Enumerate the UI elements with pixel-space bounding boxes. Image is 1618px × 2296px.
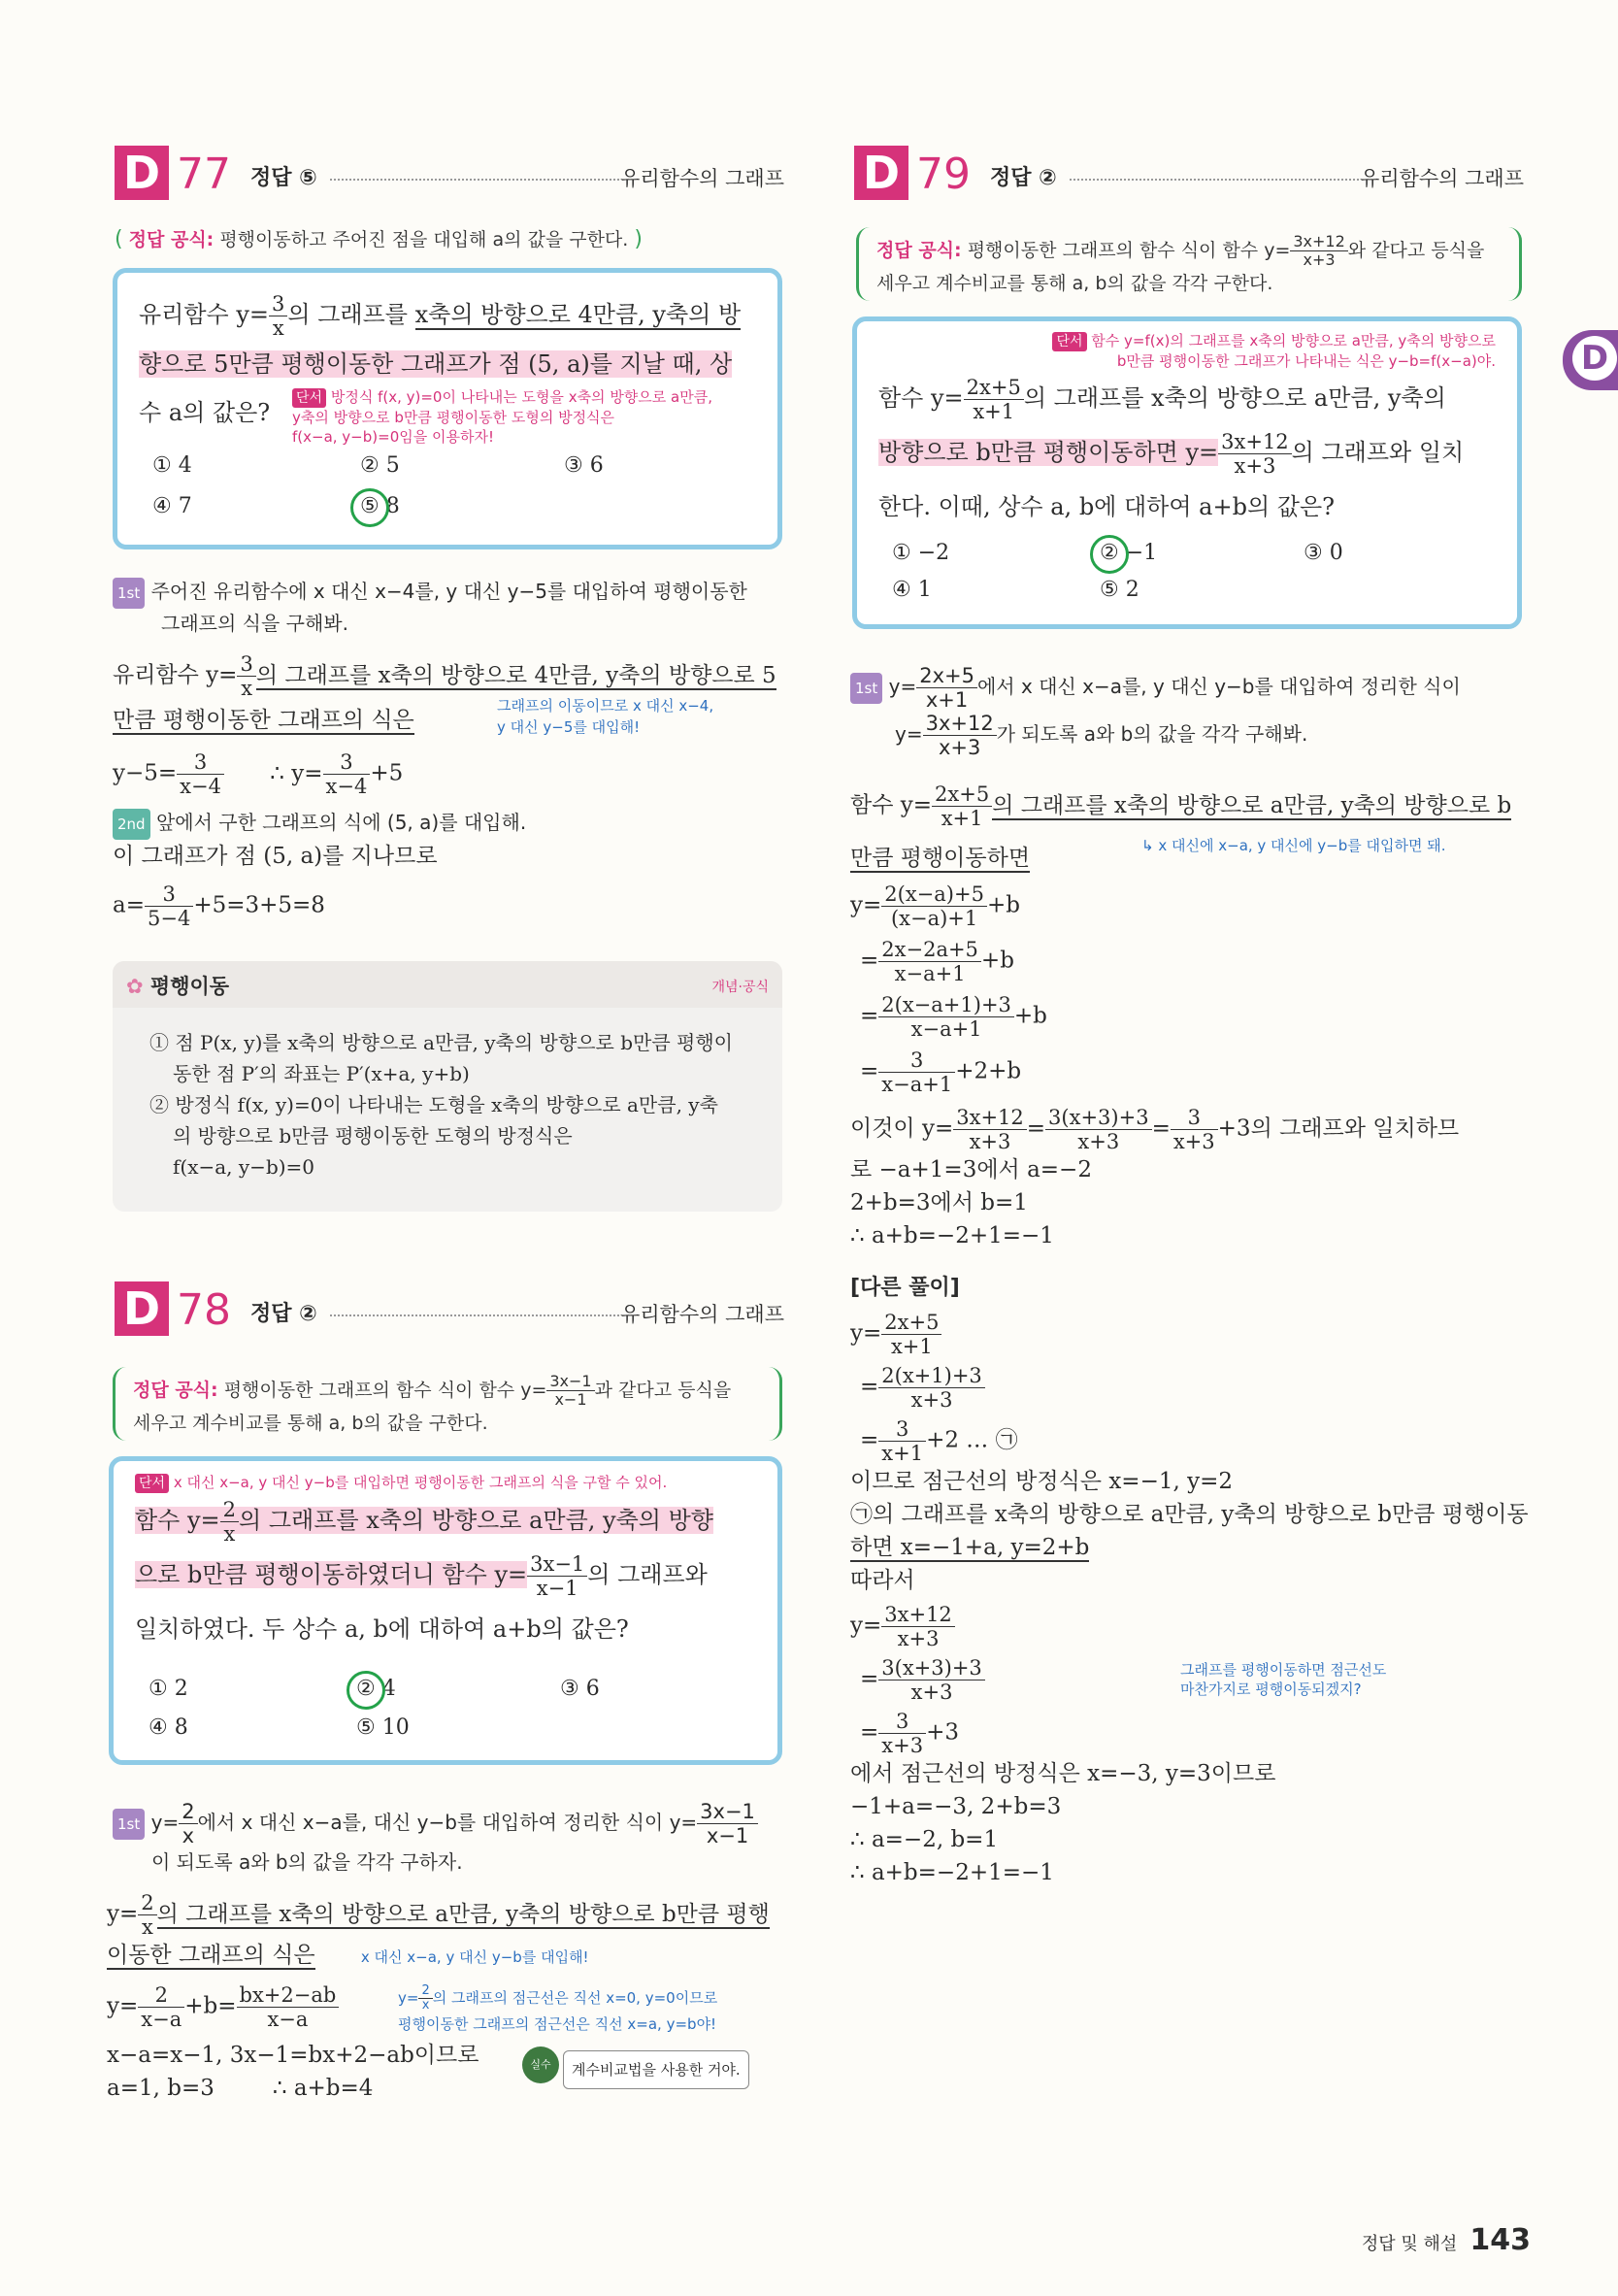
choice-4[interactable]: ④ 1: [892, 578, 932, 602]
page-footer: [1362, 2223, 1531, 2257]
alt-note-1: 그래프를 평행이동하면 점근선도: [1180, 1661, 1387, 1679]
q-text-2: 향으로 5만큼 평행이동한 그래프가 점 (5, a)를 지날 때, 상: [139, 350, 733, 378]
choice-2[interactable]: ② −1: [1100, 541, 1158, 565]
line-1: 의 그래프를 x축의 방향으로 a만큼, y축의 방향으로 b만큼 평행: [156, 1901, 770, 1927]
tip-text: 계수비교법을 사용한 거야.: [563, 2050, 749, 2089]
formula-text-a: 평행이동한 그래프의 함수 식이 함수 y=: [967, 240, 1291, 261]
line-2: 만큼 평행이동하면: [850, 846, 1031, 871]
hint-note: [135, 1473, 756, 1493]
note-2: 의 그래프의 점근선은 직선 x=0, y=0이므로: [432, 1989, 718, 2007]
q-text-1b: 의 그래프를: [287, 301, 415, 328]
answer-label: 정답 ⑤: [250, 166, 317, 190]
concept-1b: 동한 점 P′의 좌표는 P′(x+a, y+b): [173, 1062, 470, 1085]
q-text-2b: 의 그래프와 일치: [1291, 439, 1465, 466]
q-text-1: 함수 y=: [878, 384, 964, 412]
step-text-2: 가 되도록 a와 b의 값을 각각 구해봐.: [996, 722, 1308, 746]
choice-2[interactable]: ② 4: [356, 1677, 396, 1701]
concept-box: [113, 961, 782, 1212]
formula-text-c: 세우고 계수비교를 통해 a, b의 값을 각각 구한다.: [876, 273, 1273, 294]
q-text-3: 수 a의 값은?: [139, 399, 271, 426]
page-number: 143: [1469, 2223, 1531, 2257]
question-box-77: [113, 268, 782, 549]
note-1: x 대신에 x−a, y 대신에 y−b를 대입하면 돼.: [1158, 837, 1446, 854]
formula-text-a: 평행이동한 그래프의 함수 식이 함수 y=: [223, 1380, 547, 1401]
line-3a: y−5=: [113, 760, 178, 786]
section-badge: D: [854, 146, 908, 200]
alt-note-2: 마찬가지로 평행이동되겠지?: [1180, 1680, 1362, 1698]
alt-line-3: ㉠의 그래프를 x축의 방향으로 a만큼, y축의 방향으로 b만큼 평행이동: [850, 1502, 1529, 1527]
question-box-78: [109, 1456, 782, 1765]
section-badge: D: [115, 146, 169, 200]
question-box-79: [852, 316, 1522, 629]
answer-label: 정답 ②: [990, 166, 1057, 190]
concept-body: [149, 1027, 733, 1182]
concept-title: [126, 971, 229, 1000]
question-text: 함수 y= $\frac{2}{x}$ 의 그래프를 x축의 방향으로 a만큼, y축의 방향 으로 b만큼 평행이동하였더니 함수 y= $\frac{3x-1}{x-1}$ 의 그래프와 일치하였다. 두 상수 a, b에 대하여 a+b의 값은?: [135, 1498, 713, 1643]
flower-icon: ✿: [126, 975, 144, 998]
step-tag: 1st: [113, 578, 145, 609]
line-1b: 의 그래프를 x축의 방향으로 4만큼, y축의 방향으로 5: [255, 662, 776, 688]
solution-step-1: [113, 577, 792, 638]
choice-4[interactable]: ④ 8: [149, 1715, 188, 1740]
q-text-3: 일치하였다. 두 상수 a, b에 대하여 a+b의 값은?: [135, 1615, 629, 1643]
problem-77-header: [115, 146, 784, 204]
formula-hint-79: 정답 공식: 평행이동한 그래프의 함수 식이 함수 y= $\frac{3x+12}{x+3}$ 와 같다고 등식을 세우고 계수비교를 통해 a, b의 값을 각각 구한다.: [856, 227, 1522, 301]
choice-2[interactable]: ② 5: [360, 453, 400, 478]
problem-number: 79: [916, 150, 971, 199]
formula-label: 정답 공식:: [128, 229, 215, 250]
hint-tag: 단서: [1052, 332, 1086, 351]
q-text-1b: 의 그래프를 x축의 방향으로 a만큼, y축의 방향: [239, 1507, 713, 1534]
alt-line-8: ∴ a=−2, b=1: [850, 1827, 999, 1852]
concept-2c: f(x−a, y−b)=0: [173, 1155, 315, 1179]
topic-label: 유리함수의 그래프: [620, 167, 784, 190]
line-4: 이 그래프가 점 (5, a)를 지나므로: [113, 844, 438, 869]
formula-text-b: 와 같다고 등식을: [1347, 240, 1485, 261]
choice-5[interactable]: ⑤ 8: [360, 494, 400, 518]
hint-line-2: y축의 방향으로 b만큼 평행이동한 도형의 방정식은: [292, 409, 615, 426]
line-1: 유리함수 y=: [113, 662, 238, 688]
section-badge: D: [115, 1281, 169, 1336]
note-2: y 대신 y−5를 대입해!: [497, 718, 641, 736]
q-text-1: 함수 y=: [135, 1507, 220, 1534]
hint-line-1: 함수 y=f(x)의 그래프를 x축의 방향으로 a만큼, y축의 방향으로: [1091, 332, 1496, 349]
alt-line-2: 이므로 점근선의 방정식은 x=−1, y=2: [850, 1469, 1233, 1494]
line-3b: 의 그래프와 일치하므: [1250, 1115, 1460, 1142]
dot-leader: [1070, 179, 1359, 181]
step-text: 주어진 유리함수에 x 대신 x−4를, y 대신 y−5를 대입하여 평행이동한: [150, 580, 747, 603]
step-text: 에서 x 대신 x−a를, 대신 y−b를 대입하여 정리한 식이 y=: [197, 1811, 698, 1834]
q-text-1c: x축의 방향으로 4만큼, y축의 방: [414, 301, 742, 328]
line-4: x−a=x−1, 3x−1=bx+2−ab이므로: [107, 2043, 479, 2068]
choice-1[interactable]: ① 2: [149, 1677, 188, 1701]
dot-leader: [330, 1314, 619, 1316]
step-text: 에서 x 대신 x−a를, y 대신 y−b를 대입하여 정리한 식이: [976, 675, 1461, 698]
solution-step-1-79: 1st y= $\frac{2x+5}{x+1}$ 에서 x 대신 x−a를, y 대신 y−b를 대입하여 정리한 식이 y= $\frac{3x+12}{x+3}$ 가 되도록 a와 b의 값을 각각 구해봐.: [850, 664, 1530, 759]
line-6: ∴ a+b=−2+1=−1: [850, 1223, 1054, 1248]
solution-body-79: 함수 y= $\frac{2x+5}{x+1}$ 의 그래프를 x축의 방향으로 a만큼, y축의 방향으로 b ↳ x 대신에 x−a, y 대신에 y−b를 대입하면 돼. 만큼 평행이동하면 y= $\frac{2(x-a)+5}{(x-a)+1}$ +b = $\frac{2x-2a+5}{x-a+1}$ +b = $\frac{2(x-a+1)+3}{x-a+1}$ +b = $\frac{3}{x-a+1}$ +2+b 이것이 y= $\frac{3x+12}{x+3}$ = $\frac{3(x+3)+3}{x+3}$ = $\frac{3}{x+3}$ +3의 그래프와 일치하므 로 −a+1=3에서 a=−2 2+b=3에서 b=1 ∴ a+b=−2+1=−1 [다른 풀이] y= $\frac{2x+5}{x+1}$ = $\frac{2(x+1)+3}{x+3}$ = $\frac{3}{x+1}$ +2 … ㉠ 이므로 점근선의 방정식은 x=−1, y=2 ㉠의 그래프를 x축의 방향으로 a만큼, y축의 방향으로 b만큼 평행이동 하면 x=−1+a, y=2+b 그래프를 평행이동하면 점근선도 마찬가지로 평행이동되겠지? 따라서 y= $\frac{3x+12}{x+3}$ = $\frac{3(x+3)+3}{x+3}$ = $\frac{3}{x+3}$ +3 에서 점근선의 방정식은 x=−3, y=3이므로 −1+a=−3, 2+b=3 ∴ a=−2, b=1 ∴ a+b=−2+1=−1: [850, 782, 1529, 1885]
line-1b: 의 그래프를 x축의 방향으로 a만큼, y축의 방향으로 b: [992, 792, 1512, 818]
side-tab-label: D: [1572, 336, 1617, 381]
line-2: 만큼 평행이동한 그래프의 식은: [113, 708, 414, 733]
q-text-2: 방향으로 b만큼 평행이동하면 y=: [878, 439, 1219, 466]
side-note: [497, 695, 713, 738]
hint-line: x 대신 x−a, y 대신 y−b를 대입하면 평행이동한 그래프의 식을 구할 수 있어.: [173, 1474, 668, 1491]
concept-title-text: 평행이동: [149, 975, 230, 998]
alt-line-7: −1+a=−3, 2+b=3: [850, 1794, 1062, 1819]
answer-label: 정답 ②: [250, 1302, 317, 1326]
formula-text: 평행이동하고 주어진 점을 대입해 a의 값을 구한다.: [219, 229, 629, 250]
formula-hint-77: ( 정답 공식: 평행이동하고 주어진 점을 대입해 a의 값을 구한다. ): [115, 227, 643, 251]
formula-hint-78: 정답 공식: 평행이동한 그래프의 함수 식이 함수 y= $\frac{3x-1}{x-1}$ 과 같다고 등식을 세우고 계수비교를 통해 a, b의 값을 구한다.: [113, 1367, 782, 1441]
problem-78-header: [115, 1281, 784, 1340]
choice-3[interactable]: ③ 6: [560, 1677, 600, 1701]
problem-number: 77: [177, 150, 231, 199]
note-3: 평행이동한 그래프의 점근선은 직선 x=a, y=b야!: [398, 2015, 717, 2033]
question-text: 유리함수 y= $\frac{3}{x}$ 의 그래프를 x축의 방향으로 4만큼, y축의 방 향으로 5만큼 평행이동한 그래프가 점 (5, a)를 지날 때, 상 수 a의 값은?: [139, 292, 742, 426]
arrow-icon: ↳: [1141, 837, 1154, 854]
q-text-3: 한다. 이때, 상수 a, b에 대하여 a+b의 값은?: [878, 493, 1336, 520]
correct-answer-circle: [350, 488, 389, 527]
side-note-79: [1141, 829, 1446, 862]
correct-answer-circle: [1090, 535, 1129, 574]
topic-label: 유리함수의 그래프: [620, 1303, 784, 1326]
formula-text-c: 세우고 계수비교를 통해 a, b의 값을 구한다.: [133, 1413, 488, 1434]
step-tag: 1st: [850, 673, 882, 704]
line-3: 이것이 y=: [850, 1115, 954, 1142]
q-text-1: 유리함수 y=: [139, 301, 270, 328]
hint-note: [878, 331, 1496, 371]
q-text-2: 으로 b만큼 평행이동하였더니 함수 y=: [135, 1561, 528, 1588]
problem-number: 78: [177, 1285, 231, 1335]
line-2: 이동한 그래프의 식은: [107, 1943, 315, 1968]
hint-line-2: b만큼 평행이동한 그래프가 나타내는 식은 y−b=f(x−a)야.: [1116, 352, 1496, 370]
line-5: a=1, b=3: [107, 2076, 215, 2101]
concept-1: ① 점 P(x, y)를 x축의 방향으로 a만큼, y축의 방향으로 b만큼 평행이: [149, 1031, 733, 1054]
choice-1[interactable]: ① −2: [892, 541, 950, 565]
hint-line-3: f(x−a, y−b)=0임을 이용하자!: [292, 428, 494, 446]
side-tab[interactable]: [1563, 330, 1618, 390]
alt-line-4: 하면 x=−1+a, y=2+b: [850, 1535, 1090, 1560]
step-2-text: 앞에서 구한 그래프의 식에 (5, a)를 대입해.: [155, 811, 527, 834]
line-3b: ∴ y=: [270, 760, 323, 786]
choice-1[interactable]: ① 4: [152, 453, 192, 478]
alt-line-5: 따라서: [850, 1568, 915, 1593]
solution-body-77: 유리함수 y= $\frac{3}{x}$ 의 그래프를 x축의 방향으로 4만큼, y축의 방향으로 5 만큼 평행이동한 그래프의 식은 그래프의 이동이므로 x 대신 x−4, y 대신 y−5를 대입해! y−5= $\frac{3}{x-4}$ ∴ y= $\frac{3}{x-4}$ +5 2nd 앞에서 구한 그래프의 식에 (5, a)를 대입해. 이 그래프가 점 (5, a)를 지나므로 a= $\frac{3}{5-4}$ +5=3+5=8: [113, 652, 776, 930]
q-text-2b: 의 그래프와: [587, 1561, 708, 1588]
choice-3[interactable]: ③ 6: [564, 453, 604, 478]
solution-body-78: y= $\frac{2}{x}$ 의 그래프를 x축의 방향으로 a만큼, y축의 방향으로 b만큼 평행 이동한 그래프의 식은 x 대신 x−a, y 대신 y−b를 대입해! y= $\frac{2}{x-a}$ +b= $\frac{bx+2-ab}{x-a}$ y= $\frac{2}{x}$ 의 그래프의 점근선은 직선 x=0, y=0이므로 평행이동한 그래프의 점근선은 직선 x=a, y=b야! x−a=x−1, 3x−1=bx+2−ab이므로 실수 계수비교법을 사용한 거야. a=1, b=3 ∴ a+b=4: [107, 1891, 770, 2101]
hint-tag: 단서: [292, 388, 326, 408]
choice-5[interactable]: ⑤ 2: [1100, 578, 1139, 602]
line-5: 2+b=3에서 b=1: [850, 1190, 1028, 1215]
line-5b: ∴ a+b=4: [272, 2076, 374, 2101]
line-1: 함수 y=: [850, 792, 933, 818]
dot-leader: [330, 179, 619, 181]
footer-label: 정답 및 해설: [1361, 2234, 1458, 2254]
concept-2b: 의 방향으로 b만큼 평행이동한 도형의 방정식은: [173, 1124, 573, 1148]
hint-note: [292, 387, 712, 447]
step-text-2: 이 되도록 a와 b의 값을 각각 구하자.: [151, 1850, 463, 1874]
concept-tag: 개념·공식: [711, 980, 769, 995]
step-tag-2: 2nd: [113, 809, 150, 840]
solution-step-1-78: 1st y= $\frac{2}{x}$ 에서 x 대신 x−a를, 대신 y−b를 대입하여 정리한 식이 y= $\frac{3x-1}{x-1}$ 이 되도록 a와 b의 값을 각각 구하자.: [113, 1800, 792, 1877]
tip-badge: 실수: [522, 2046, 559, 2083]
formula-text-b: 과 같다고 등식을: [594, 1380, 732, 1401]
step-text-2: 그래프의 식을 구해봐.: [161, 612, 348, 635]
choice-5[interactable]: ⑤ 10: [356, 1715, 410, 1740]
line-3c: +5: [370, 760, 404, 786]
note-1: 그래프의 이동이므로 x 대신 x−4,: [497, 697, 714, 715]
formula-label: 정답 공식:: [876, 240, 962, 261]
concept-2: ② 방정식 f(x, y)=0이 나타내는 도형을 x축의 방향으로 a만큼, y축: [149, 1093, 718, 1116]
problem-79-header: [854, 146, 1524, 204]
q-text-1b: 의 그래프를 x축의 방향으로 a만큼, y축의: [1023, 384, 1446, 412]
side-note-alt: [1180, 1660, 1386, 1699]
line-5b: +5=3+5=8: [193, 892, 325, 918]
alt-line-6: 에서 점근선의 방정식은 x=−3, y=3이므로: [850, 1761, 1276, 1786]
step-tag: 1st: [113, 1809, 145, 1840]
line-5a: a=: [113, 892, 145, 918]
choice-3[interactable]: ③ 0: [1304, 541, 1343, 565]
alt-line-9: ∴ a+b=−2+1=−1: [850, 1860, 1054, 1885]
choice-4[interactable]: ④ 7: [152, 494, 192, 518]
alt-line-1: +2 … ㉠: [926, 1427, 1018, 1453]
alt-solution-title: [다른 풀이]: [850, 1276, 960, 1300]
question-text: 함수 y= $\frac{2x+5}{x+1}$ 의 그래프를 x축의 방향으로 a만큼, y축의 방향으로 b만큼 평행이동하면 y= $\frac{3x+12}{x+3}$ 의 그래프와 일치 한다. 이때, 상수 a, b에 대하여 a+b의 값은?: [878, 376, 1465, 520]
line-4: 로 −a+1=3에서 a=−2: [850, 1157, 1092, 1182]
correct-answer-circle: [347, 1671, 385, 1710]
hint-tag: 단서: [135, 1474, 169, 1493]
hint-line-1: 방정식 f(x, y)=0이 나타내는 도형을 x축의 방향으로 a만큼,: [330, 388, 712, 406]
formula-label: 정답 공식:: [133, 1380, 218, 1401]
note-1: x 대신 x−a, y 대신 y−b를 대입해!: [360, 1948, 589, 1966]
topic-label: 유리함수의 그래프: [1360, 167, 1524, 190]
side-note-78: y= $\frac{2}{x}$ 의 그래프의 점근선은 직선 x=0, y=0이므로 평행이동한 그래프의 점근선은 직선 x=a, y=b야!: [398, 1983, 718, 2033]
